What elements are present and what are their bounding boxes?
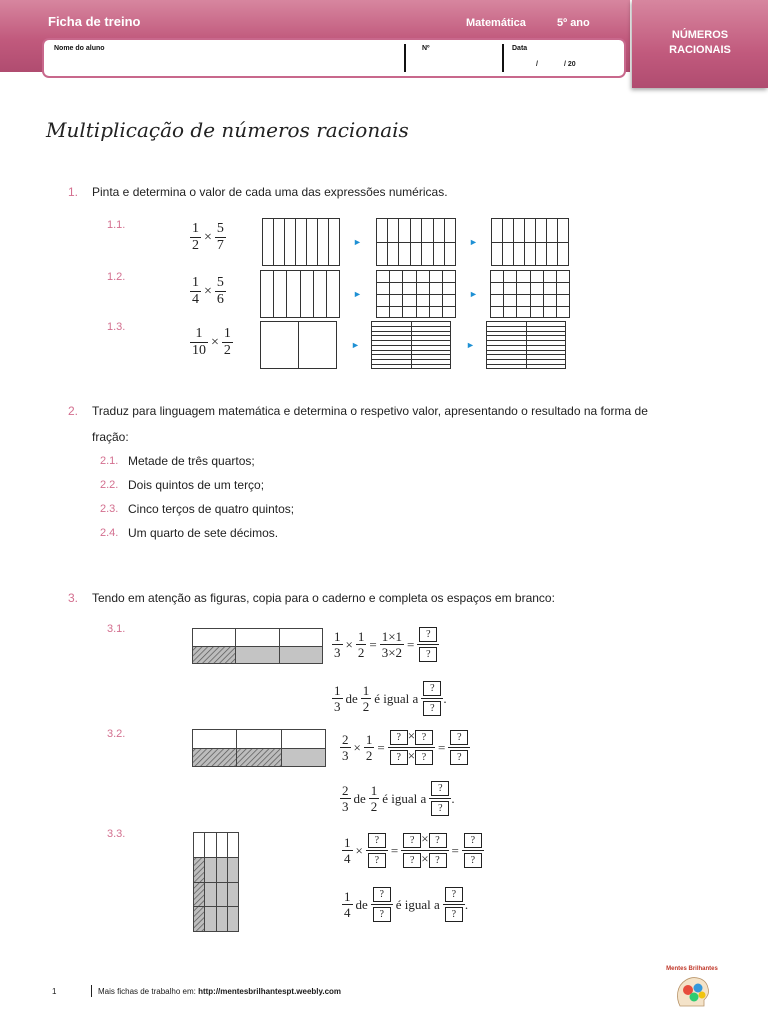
product-fraction[interactable]: $\frac{? \times ?}{? \times ?}$	[388, 729, 435, 766]
footer-link[interactable]: http://mentesbrilhantespt.weebly.com	[198, 987, 342, 996]
item-2-2-label: 2.2.	[100, 479, 119, 491]
grid-1-3-c	[486, 321, 566, 369]
equation-3-1: $\frac{1}{3}$ × $\frac{1}{2}$ = $\frac{1\times 1}{3\times 2}$ = $\frac{?}{?}$	[332, 626, 439, 663]
topic-line-2: RACIONAIS	[669, 44, 731, 56]
arrow-icon: ►	[353, 237, 362, 247]
student-name-label: Nome do aluno	[54, 45, 105, 52]
unknown-fraction[interactable]: $\frac{?}{?}$	[371, 886, 393, 923]
mentes-brilhantes-logo	[662, 962, 722, 1010]
question-1-number: 1.	[68, 185, 79, 199]
equation-3-2: $\frac{2}{3}$ × $\frac{1}{2}$ = $\frac{? \times ?}{? \times ?}$ = $\frac{?}{?}$	[340, 729, 470, 766]
worksheet-type: Ficha de treino	[48, 14, 141, 29]
subject-label: Matemática	[466, 17, 526, 29]
question-3-text: Tendo em atenção as figuras, copia para o caderno e completa os espaços em branco:	[92, 591, 555, 605]
arrow-icon: ►	[469, 237, 478, 247]
item-1-3-label: 1.3.	[107, 321, 126, 333]
arrow-icon: ►	[351, 340, 360, 350]
item-1-3-expression: $\frac{1}{10}$ × $\frac{1}{2}$	[192, 326, 231, 358]
arrow-icon: ►	[469, 289, 478, 299]
item-1-2-expression: $\frac{1}{4}$ × $\frac{5}{6}$	[192, 275, 224, 307]
grid-1-3-a	[260, 321, 337, 369]
date-year: / 20	[564, 61, 576, 68]
answer-fraction[interactable]: $\frac{?}{?}$	[417, 626, 439, 663]
item-2-3-text: Cinco terços de quatro quintos;	[128, 502, 295, 516]
product-fraction[interactable]: $\frac{? \times ?}{? \times ?}$	[401, 832, 448, 869]
answer-fraction[interactable]: $\frac{?}{?}$	[443, 886, 465, 923]
item-2-1-text: Metade de três quartos;	[128, 454, 255, 468]
item-2-4-text: Um quarto de sete décimos.	[128, 526, 279, 540]
footer-text: Mais fichas de trabalho em: http://mentesbrilhantespt.weebly.com	[98, 987, 342, 996]
answer-fraction[interactable]: $\frac{?}{?}$	[421, 680, 443, 717]
page-title: Multiplicação de números racionais	[46, 118, 409, 142]
question-2-number: 2.	[68, 404, 79, 418]
grid-1-3-b	[371, 321, 451, 369]
answer-fraction[interactable]: $\frac{?}{?}$	[462, 832, 484, 869]
date-label: Data	[512, 45, 528, 52]
arrow-icon: ►	[466, 340, 475, 350]
grid-1-1-c	[491, 218, 569, 266]
grid-1-1-b	[376, 218, 456, 266]
grid-1-2-a	[260, 270, 340, 318]
question-1-text: Pinta e determina o valor de cada uma das expressões numéricas.	[92, 185, 448, 199]
question-2-text-line-2: fração:	[92, 430, 129, 444]
number-label: Nº	[422, 45, 430, 52]
item-1-2-label: 1.2.	[107, 271, 126, 283]
statement-3-1: $\frac{1}{3}$ de $\frac{1}{2}$ é igual a $\frac{?}{?}$ .	[332, 680, 447, 717]
answer-fraction[interactable]: $\frac{?}{?}$	[429, 780, 451, 817]
question-2-text-line-1: Traduz para linguagem matemática e determina o respetivo valor, apresentando o resultado na forma de	[92, 404, 648, 418]
logo-text: Mentes Brilhantes	[666, 966, 718, 972]
answer-fraction[interactable]: $\frac{?}{?}$	[448, 729, 470, 766]
item-2-2-text: Dois quintos de um terço;	[128, 478, 265, 492]
question-3-number: 3.	[68, 591, 79, 605]
box-divider	[502, 44, 504, 72]
equation-3-3: $\frac{1}{4}$ × $\frac{?}{?}$ = $\frac{? \times ?}{? \times ?}$ = $\frac{?}{?}$	[342, 832, 484, 869]
figure-3-1	[192, 628, 323, 664]
box-divider	[404, 44, 406, 72]
item-3-3-label: 3.3.	[107, 828, 126, 840]
topic-line-1: NÚMEROS	[671, 29, 729, 41]
item-3-2-label: 3.2.	[107, 728, 126, 740]
grid-1-2-c	[490, 270, 570, 318]
arrow-icon: ►	[353, 289, 362, 299]
item-3-1-label: 3.1.	[107, 623, 126, 635]
grid-1-2-b	[376, 270, 456, 318]
item-2-1-label: 2.1.	[100, 455, 119, 467]
item-2-3-label: 2.3.	[100, 503, 119, 515]
student-info-box	[42, 38, 626, 78]
date-slash: /	[536, 61, 538, 68]
statement-3-2: $\frac{2}{3}$ de $\frac{1}{2}$ é igual a $\frac{?}{?}$ .	[340, 780, 455, 817]
statement-3-3: $\frac{1}{4}$ de $\frac{?}{?}$ é igual a $\frac{?}{?}$ .	[342, 886, 468, 923]
grid-1-1-a	[262, 218, 340, 266]
topic-tab	[632, 0, 768, 88]
figure-3-3	[193, 832, 239, 932]
item-1-1-expression: $\frac{1}{2}$ × $\frac{5}{7}$	[192, 221, 224, 253]
footer-divider	[91, 985, 92, 997]
grade-label: 5º ano	[557, 17, 590, 29]
figure-3-2	[192, 729, 326, 767]
item-2-4-label: 2.4.	[100, 527, 119, 539]
item-1-1-label: 1.1.	[107, 219, 126, 231]
page-number: 1	[52, 987, 57, 996]
unknown-fraction[interactable]: $\frac{?}{?}$	[366, 832, 388, 869]
